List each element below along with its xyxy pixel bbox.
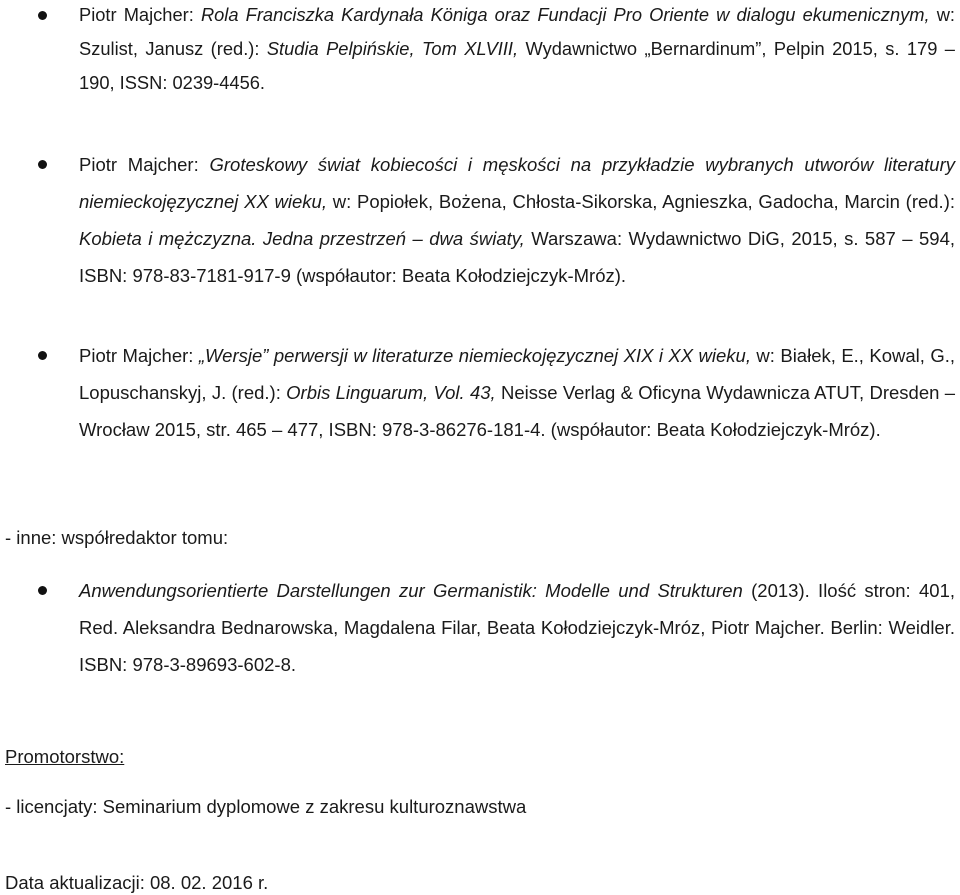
publication-entry	[79, 337, 955, 448]
publication-entry	[79, 0, 955, 100]
publication-author: Piotr Majcher:	[79, 154, 199, 175]
coedited-title: Anwendungsorientierte Darstellungen zur Germanistik: Modelle und Strukturen	[79, 580, 743, 601]
promotorstwo-label: Promotorstwo:	[5, 746, 125, 767]
publication-details: Wydawnictwo „Bernardinum”, Pelpin 2015, s. 179 – 190, ISSN: 0239-4456.	[79, 38, 955, 93]
bullet-icon	[38, 586, 47, 595]
publication-details: Warszawa: Wydawnictwo DiG, 2015, s. 587 – 594, ISBN: 978-83-7181-917-9 (współautor: Beata Kołodziejczyk-Mróz).	[79, 228, 955, 286]
bullet-icon	[38, 351, 47, 360]
publication-author: Piotr Majcher:	[79, 4, 194, 25]
publication-title: „Wersje” perwersji w literaturze niemieckojęzycznej XIX i XX wieku,	[198, 345, 751, 366]
bullet-icon	[38, 160, 47, 169]
publication-series: Studia Pelpińskie, Tom XLVIII,	[266, 38, 519, 59]
publication-entry	[79, 146, 955, 294]
publication-editors: w: Białek, E., Kowal, G., Lopuschanskyj, J. (red.):	[79, 345, 956, 403]
publication-editors: w: Popiołek, Bożena, Chłosta-Sikorska, Agnieszka, Gadocha, Marcin (red.):	[332, 191, 955, 212]
bullet-icon	[38, 11, 47, 20]
publication-series: Kobieta i mężczyzna. Jedna przestrzeń – dwa światy,	[79, 228, 525, 249]
coedited-details: (2013). Ilość stron: 401, Red. Aleksandra Bednarowska, Magdalena Filar, Beata Kołodziejczyk-Mróz, Piotr Majcher. Berlin: Weidler. ISBN: 978-3-89693-602-8.	[79, 580, 955, 675]
promotorstwo-heading	[5, 745, 124, 769]
publication-editors: w: Szulist, Janusz (red.):	[79, 4, 955, 59]
coedited-entry	[79, 572, 955, 683]
publication-series: Orbis Linguarum, Vol. 43,	[286, 382, 496, 403]
coeditor-heading: - inne: współredaktor tomu:	[5, 527, 229, 548]
publication-title: Groteskowy świat kobiecości i męskości na przykładzie wybranych utworów literatury niemieckojęzycznej XX wieku,	[79, 154, 955, 212]
publication-author: Piotr Majcher:	[79, 345, 194, 366]
publication-title: Rola Franciszka Kardynała Königa oraz Fundacji Pro Oriente w dialogu ekumenicznym,	[200, 4, 930, 25]
update-date: Data aktualizacji: 08. 02. 2016 r.	[5, 872, 269, 893]
licencjaty-line: - licencjaty: Seminarium dyplomowe z zakresu kulturoznawstwa	[5, 796, 527, 817]
publication-details: Neisse Verlag & Oficyna Wydawnicza ATUT, Dresden – Wrocław 2015, str. 465 – 477, ISBN: 978-3-86276-181-4. (współautor: Beata Kołodziejczyk-Mróz).	[79, 382, 955, 440]
